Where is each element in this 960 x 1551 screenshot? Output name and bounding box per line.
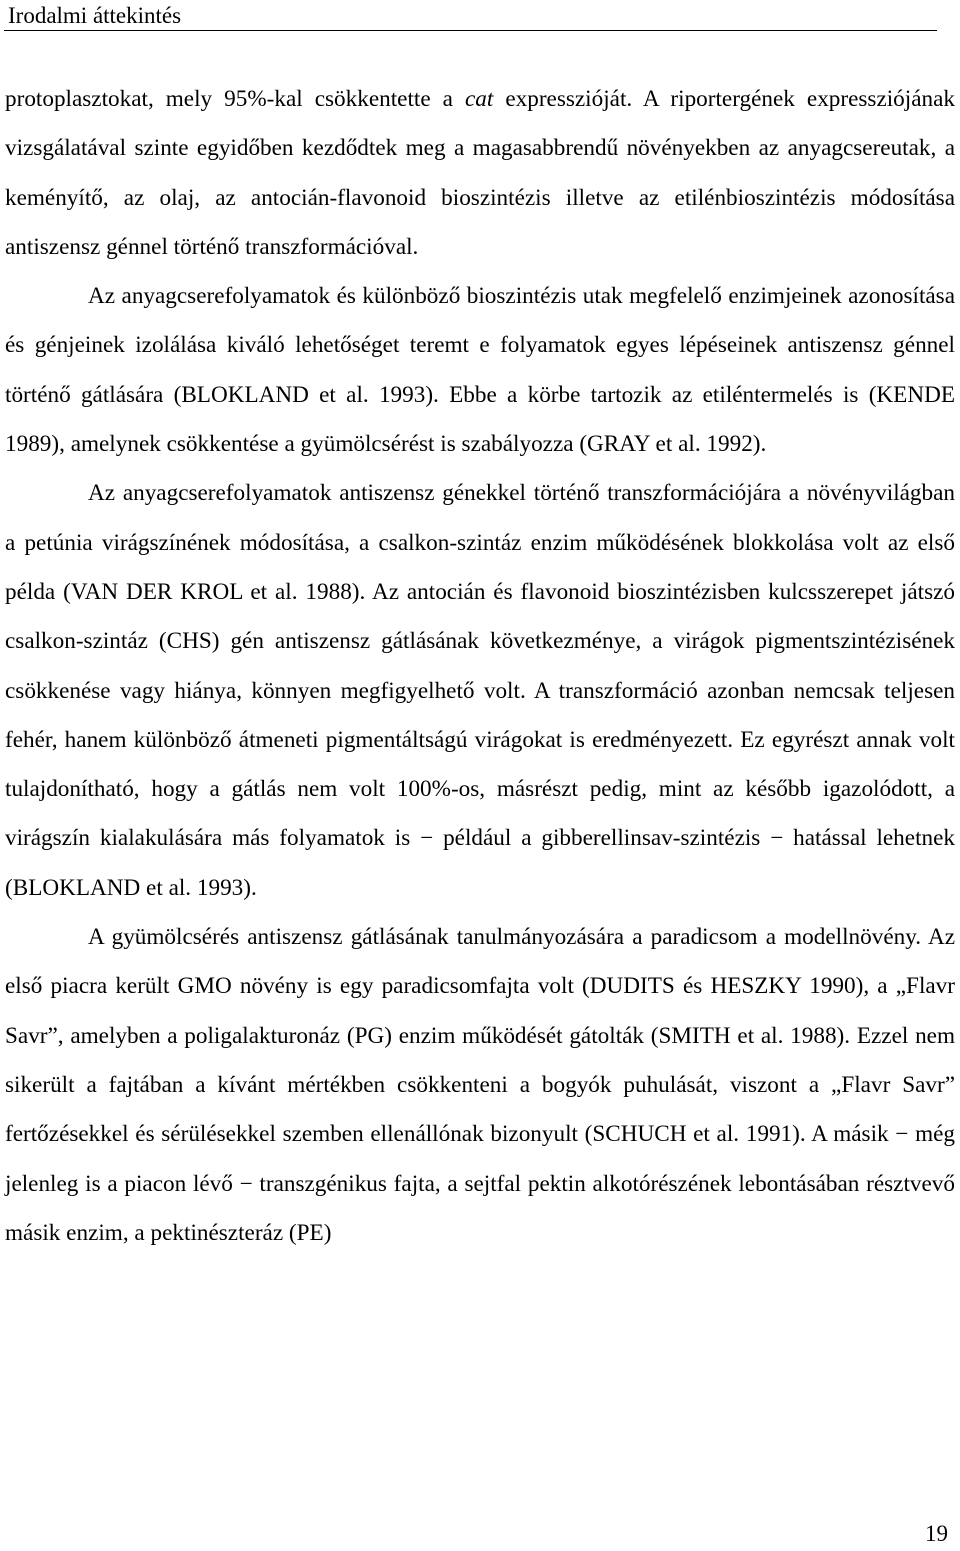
paragraph-2: Az anyagcserefolyamatok és különböző bioszintézis utak megfelelő enzimjeinek azonosítása és génjeinek izolálása kiváló lehetőséget teremt e folyamatok egyes lépéseinek antiszensz génnel történő gátlására (BLOKLAND et al. 1993). Ebbe a körbe tartozik az etiléntermelés is (KENDE 1989), amelynek csökkentése a gyümölcsérést is szabályozza (GRAY et al. 1992). — [5, 283, 955, 458]
body-text — [5, 75, 955, 1258]
paragraph-1-start: protoplasztokat, mely 95%-kal csökkentette a — [5, 86, 465, 112]
running-header — [4, 0, 937, 31]
paragraph-1-rest: expresszióját. A riportergének expressziójának vizsgálatával szinte egyidőben kezdődtek meg a magasabbrendű növényekben az anyagcsereutak, a keményítő, az olaj, az antocián-flavonoid bioszintézis illetve az etilénbioszintézis módosítása antiszensz génnel történő transzformációval. — [5, 86, 955, 260]
gene-name-italic: cat — [464, 86, 494, 112]
paragraph-1 — [5, 75, 955, 272]
page-number: 19 — [925, 1521, 948, 1546]
paragraph-3: Az anyagcserefolyamatok antiszensz génekkel történő transzformációjára a növényvilágban a petúnia virágszínének módosítása, a csalkon-szintáz enzim működésének blokkolása volt az első példa (VAN DER KROL et al. 1988). Az antocián és flavonoid bioszintézisben kulcsszerepet játszó csalkon-szintáz (CHS) gén antiszensz gátlásának következménye, a virágok pigmentszintézisének csökkenése vagy hiánya, könnyen megfigyelhető volt. A transzformáció azonban nemcsak teljesen fehér, hanem különböző átmeneti pigmentáltságú virágokat is eredményezett. Ez egyrészt annak volt tulajdonítható, hogy a gátlás nem volt 100%-os, másrészt pedig, mint az később igazolódott, a virágszín kialakulására más folyamatok is − például a gibberellinsav-szintézis − hatással lehetnek (BLOKLAND et al. 1993). — [5, 480, 955, 901]
header-title: Irodalmi áttekintés — [8, 3, 182, 28]
paragraph-4: A gyümölcsérés antiszensz gátlásának tanulmányozására a paradicsom a modellnövény. Az első piacra került GMO növény is egy paradicsomfajta volt (DUDITS és HESZKY 1990), a „Flavr Savr”, amelyben a poligalakturonáz (PG) enzim működését gátolták (SMITH et al. 1988). Ezzel nem sikerült a fajtában a kívánt mértékben csökkenteni a bogyók puhulását, viszont a „Flavr Savr” fertőzésekkel és sérülésekkel szemben ellenállónak bizonyult (SCHUCH et al. 1991). A másik − még jelenleg is a piacon lévő − transzgénikus fajta, a sejtfal pektin alkotórészének lebontásában résztvevő másik enzim, a pektinészteráz (PE) — [5, 924, 955, 1246]
